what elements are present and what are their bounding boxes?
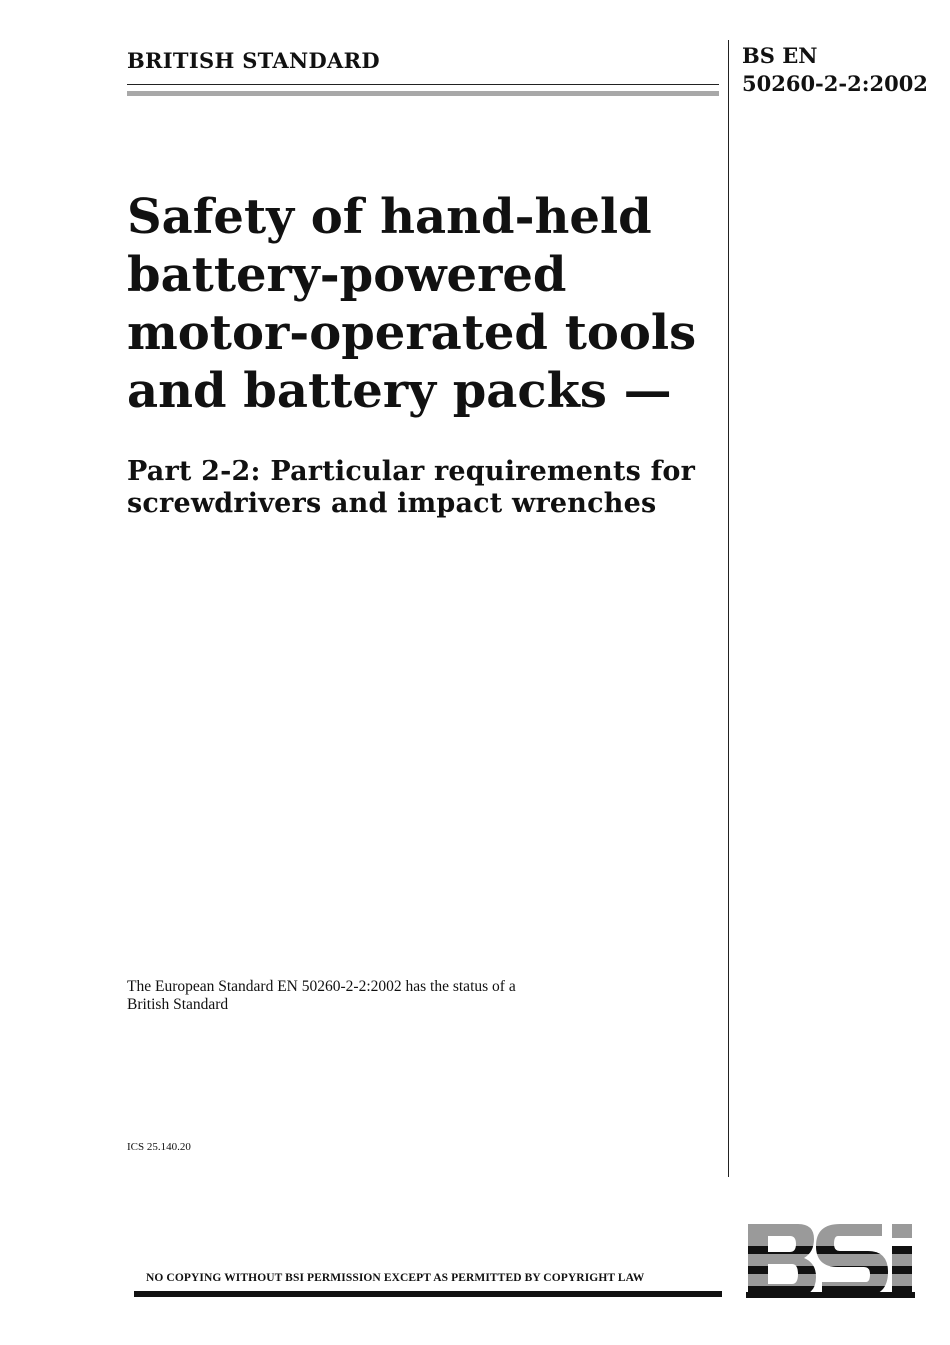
main-title xyxy=(127,188,717,420)
status-statement xyxy=(127,978,647,1014)
header-rule-thin xyxy=(127,84,719,85)
part-subtitle xyxy=(127,456,717,520)
standard-number-line1: BS EN xyxy=(742,43,818,68)
status-line: British Standard xyxy=(127,996,229,1013)
standard-number-line2: 50260-2-2:2002 xyxy=(742,71,928,96)
main-title-line: battery-powered xyxy=(127,247,567,303)
footer-rule xyxy=(134,1291,722,1297)
document-type-label: BRITISH STANDARD xyxy=(127,48,380,73)
status-line: The European Standard EN 50260-2-2:2002 has the status of a xyxy=(127,978,516,995)
standard-number xyxy=(742,42,942,98)
main-title-line: motor-operated tools xyxy=(127,305,697,361)
main-title-line: and battery packs — xyxy=(127,363,672,419)
bsi-logo-icon xyxy=(746,1222,915,1298)
subtitle-line: Part 2-2: Particular requirements for xyxy=(127,456,696,487)
subtitle-line: screwdrivers and impact wrenches xyxy=(127,488,657,519)
main-title-line: Safety of hand-held xyxy=(127,189,652,245)
vertical-divider xyxy=(728,40,729,1177)
header-rule-thick xyxy=(127,91,719,96)
ics-code: ICS 25.140.20 xyxy=(127,1141,191,1153)
copyright-notice: NO COPYING WITHOUT BSI PERMISSION EXCEPT AS PERMITTED BY COPYRIGHT LAW xyxy=(146,1272,645,1284)
